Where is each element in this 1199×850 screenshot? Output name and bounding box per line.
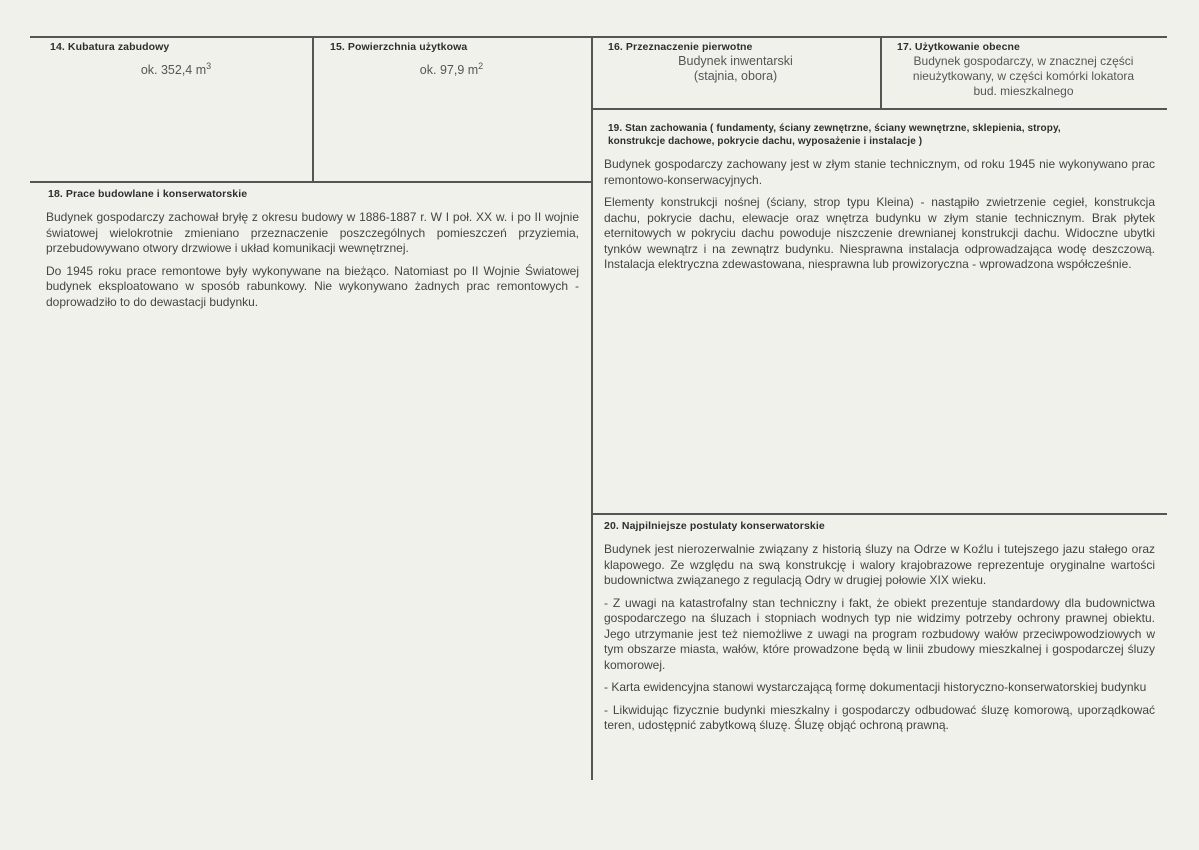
divider-row-18 xyxy=(30,181,592,183)
field-16-value xyxy=(591,54,880,84)
field-18-text xyxy=(46,210,579,317)
divider-row-16-17 xyxy=(591,108,1167,110)
field-15-value-text: ok. 97,9 m xyxy=(419,63,479,77)
field-20-paragraph-2: - Z uwagi na katastrofalny stan techniczny i fakt, że obiekt prezentuje standardowy dla budownictwa gospodarczego na śluzach i stopniach wodnych typ nie widzimy potrzeby ochrony prawnej obiektu. Jego utrzymanie jest też niemożliwe z uwagi na program rozbudowy wałów przeciwpowodziowych w tym obszarze miasta, wałów, które prowadzone będą w linii zbudowy mieszkalnej i gospodarczej śluzy komorowej. xyxy=(604,595,1155,672)
field-19-text xyxy=(604,157,1155,280)
field-19-paragraph-2: Elementy konstrukcji nośnej (ściany, strop typu Kleina) - nastąpiło zwietrzenie cegieł, konstrukcja dachu, pokrycie dachu, elewacje oraz wnętrza budynku w złym stanie technicznym. Brak płytek eternitowych w pokryciu dachu powoduje niszczenie drewnianej konstrukcji dachu. Widoczne ubytki tynków wewnątrz i na zewnątrz budynku. Niesprawna instalacja odprowadzająca wodę deszczową. Instalacja elektryczna zdewastowana, niesprawna lub prowizoryczna - wprowadzona współcześnie. xyxy=(604,195,1155,271)
field-18-label: 18. Prace budowlane i konserwatorskie xyxy=(48,188,248,200)
field-19-label-line-1: 19. Stan zachowania ( fundamenty, ściany zewnętrzne, ściany wewnętrzne, sklepienia, stropy, xyxy=(608,123,1061,134)
top-border xyxy=(30,36,1167,38)
field-14-value xyxy=(40,63,312,78)
field-19-label-line-2: konstrukcje dachowe, pokrycie dachu, wyposażenie i instalacje ) xyxy=(608,136,923,147)
field-19-paragraph-1: Budynek gospodarczy zachowany jest w złym stanie technicznym, od roku 1945 nie wykonywano prac remontowo-konserwacyjnych. xyxy=(604,157,1155,187)
field-17-label: 17. Użytkowanie obecne xyxy=(897,41,1020,53)
divider-14-15 xyxy=(312,36,314,181)
field-20-text xyxy=(604,542,1155,741)
divider-row-20 xyxy=(591,513,1167,515)
field-16-label: 16. Przeznaczenie pierwotne xyxy=(608,41,753,53)
field-14-unit-exponent: 3 xyxy=(206,61,212,71)
field-20-paragraph-4: - Likwidując fizycznie budynki mieszkalny i gospodarczy odbudować śluzę komorową, uporządkować teren, udostępnić zabytkową śluzę. Śluzę objąć ochroną prawną. xyxy=(604,702,1155,732)
field-20-paragraph-3: - Karta ewidencyjna stanowi wystarczającą formę dokumentacji historyczno-konserwatorskiej budynku xyxy=(604,680,1147,694)
field-20-paragraph-1: Budynek jest nierozerwalnie związany z historią śluzy na Odrze w Koźlu i tutejszego jazu stałego oraz klapowego. Ze względu na swą konstrukcję i walory krajobrazowe reprezentuje oryginalne wartości budownictwa związanego z regulacją Odry w drugiej połowie XIX wieku. xyxy=(604,542,1155,587)
field-18-paragraph-2: Do 1945 roku prace remontowe były wykonywane na bieżąco. Natomiast po II Wojnie Światowej budynek eksploatowano w sposób rabunkowy. Nie wykonywano żadnych prac remontowych - doprowadziło to do dewastacji budynku. xyxy=(46,263,579,309)
field-14-label: 14. Kubatura zabudowy xyxy=(50,41,170,53)
field-19-label xyxy=(608,122,1061,148)
field-15-value xyxy=(312,63,591,78)
field-17-value xyxy=(880,54,1167,99)
field-18-paragraph-1: Budynek gospodarczy zachował bryłę z okresu budowy w 1886-1887 r. W I poł. XX w. i po II wojnie światowej wielokrotnie zmieniano przeznaczenie poszczególnych pomieszczeń przyziemia, przebudowywano otwory drzwiowe i układ komunikacji wewnętrznej. xyxy=(46,210,579,255)
field-17-line-1: Budynek gospodarczy, w znacznej części xyxy=(913,54,1134,68)
field-17-line-2: nieużytkowany, w części komórki lokatora xyxy=(912,69,1135,83)
field-14-value-text: ok. 352,4 m xyxy=(140,63,207,77)
field-20-label: 20. Najpilniejsze postulaty konserwatorskie xyxy=(604,520,825,532)
field-15-label: 15. Powierzchnia użytkowa xyxy=(330,41,468,53)
center-divider xyxy=(591,36,593,780)
field-17-line-3: bud. mieszkalnego xyxy=(973,84,1074,98)
field-16-line-2: (stajnia, obora) xyxy=(693,69,778,83)
field-16-line-1: Budynek inwentarski xyxy=(678,54,793,68)
field-15-unit-exponent: 2 xyxy=(478,61,484,71)
